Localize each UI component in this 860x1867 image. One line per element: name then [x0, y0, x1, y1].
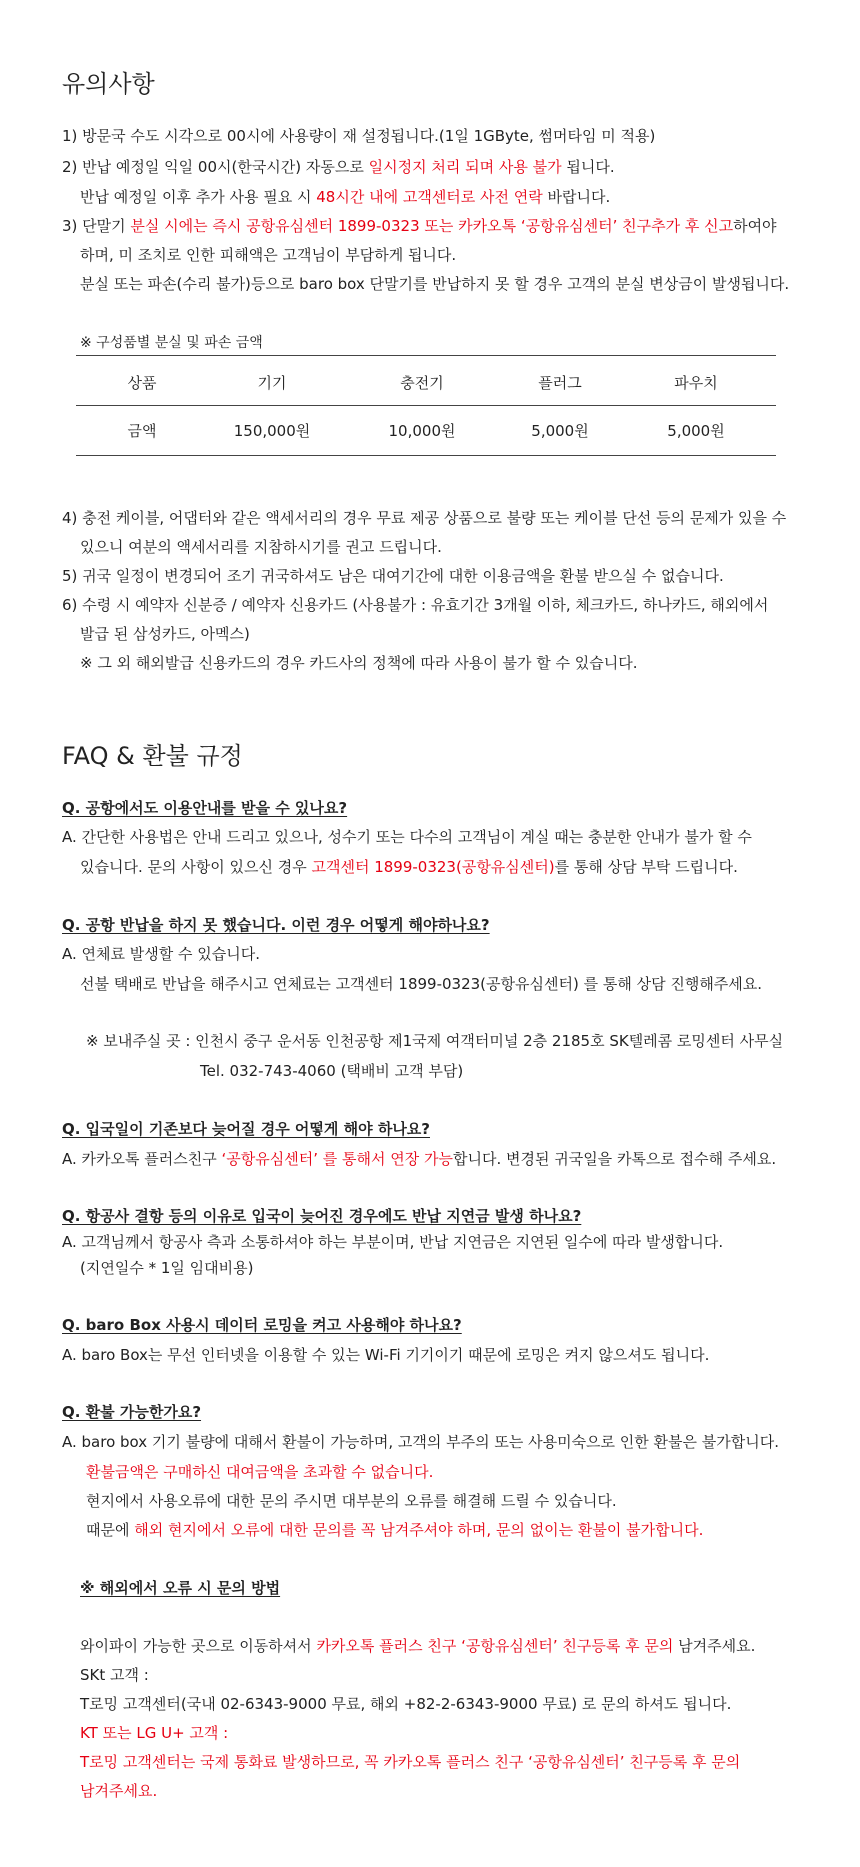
notice-line — [80, 624, 250, 644]
text-segment: ※ 보내주실 곳 : 인천시 중구 운서동 인천공항 제1국제 여객터미널 2층 2185호 SK텔레콤 로밍센터 사무실 — [86, 1032, 784, 1050]
text-segment: 남겨주세요. — [673, 1637, 756, 1655]
text-segment: 합니다. 변경된 귀국일을 카톡으로 접수해 주세요. — [452, 1150, 777, 1168]
text-segment: 와이파이 가능한 곳으로 이동하셔서 — [80, 1637, 317, 1655]
text-segment: 현지에서 사용오류에 대한 문의 주시면 대부분의 오류를 해결해 드릴 수 있습니다. — [86, 1492, 617, 1510]
table-cell: 10,000원 — [388, 422, 456, 440]
table-bottom-rule — [76, 455, 776, 456]
table-cell: 150,000원 — [233, 422, 311, 440]
text-segment: T로밍 고객센터(국내 02-6343-9000 무료, 해외 +82-2-6343-9000 무료) 로 문의 하셔도 됩니다. — [80, 1695, 732, 1713]
text-segment: A. 고객님께서 항공사 측과 소통하셔야 하는 부분이며, 반납 지연금은 지연된 일수에 따라 발생합니다. — [62, 1233, 724, 1251]
text-segment: A. baro box 기기 불량에 대해서 환불이 가능하며, 고객의 부주의 또는 사용미숙으로 인한 환불은 불가합니다. — [62, 1433, 780, 1451]
faq-question: Q. 환불 가능한가요? — [62, 1403, 202, 1421]
highlight-text: 환불금액은 구매하신 대여금액을 초과할 수 없습니다. — [86, 1463, 434, 1481]
highlight-text: 분실 시에는 즉시 공항유심센터 1899-0323 또는 카카오톡 ‘공항유심센터’ 친구추가 후 신고 — [130, 217, 734, 235]
faq-answer-line — [86, 1031, 783, 1051]
text-segment: 6) 수령 시 예약자 신분증 / 예약자 신용카드 (사용불가 : 유효기간 3개월 이하, 체크카드, 하나카드, 해외에서 — [62, 596, 769, 614]
notice-line — [62, 126, 655, 146]
faq-answer-line — [62, 827, 752, 847]
faq-answer-line — [86, 1520, 703, 1540]
highlight-text: T로밍 고객센터는 국제 통화료 발생하므로, 꼭 카카오톡 플러스 친구 ‘공항유심센터’ 친구등록 후 문의 — [80, 1753, 741, 1771]
text-segment: 됩니다. — [561, 158, 615, 176]
notice-line — [62, 216, 777, 236]
table-cell: 5,000원 — [531, 422, 589, 440]
overseas-line — [80, 1694, 731, 1714]
text-segment: 있습니다. 문의 사항이 있으신 경우 — [80, 858, 312, 876]
text-segment: 때문에 — [86, 1521, 135, 1539]
text-segment: SKt 고객 : — [80, 1666, 149, 1684]
text-segment: A. 간단한 사용법은 안내 드리고 있으나, 성수기 또는 다수의 고객님이 계실 때는 충분한 안내가 불가 할 수 — [62, 828, 752, 846]
highlight-text: 남겨주세요. — [80, 1782, 158, 1800]
text-segment: 선불 택배로 반납을 해주시고 연체료는 고객센터 1899-0323(공항유심센터) 를 통해 상담 진행해주세요. — [80, 975, 763, 993]
table-top-rule — [76, 355, 776, 356]
notice-line — [80, 187, 610, 207]
text-segment: (지연일수 * 1일 임대비용) — [80, 1259, 254, 1277]
table-cell: 금액 — [127, 422, 157, 440]
faq-answer-line — [62, 1345, 709, 1365]
notice-line — [80, 653, 638, 673]
text-segment: A. 연체료 발생할 수 있습니다. — [62, 945, 260, 963]
table-header-cell: 파우치 — [674, 374, 718, 392]
faq-question: Q. 항공사 결항 등의 이유로 입국이 늦어진 경우에도 반납 지연금 발생 하나요? — [62, 1207, 582, 1225]
notice-line — [62, 508, 786, 528]
text-segment: 4) 충전 케이블, 어댑터와 같은 액세서리의 경우 무료 제공 상품으로 불량 또는 케이블 단선 등의 문제가 있을 수 — [62, 509, 787, 527]
text-segment: 1) 방문국 수도 시각으로 00시에 사용량이 재 설정됩니다.(1일 1GByte, 썸머타임 미 적용) — [62, 127, 656, 145]
highlight-text: ‘공항유심센터’ 를 통해서 연장 가능 — [221, 1150, 453, 1168]
faq-question: Q. baro Box 사용시 데이터 로밍을 켜고 사용해야 하나요? — [62, 1316, 462, 1334]
text-segment: A. 카카오톡 플러스친구 — [62, 1150, 222, 1168]
faq-answer-line — [200, 1061, 463, 1081]
faq-answer-line — [62, 1232, 723, 1252]
table-header-cell: 플러그 — [538, 374, 582, 392]
faq-question: Q. 공항에서도 이용안내를 받을 수 있나요? — [62, 799, 348, 817]
text-segment: 를 통해 상담 부탁 드립니다. — [554, 858, 738, 876]
text-segment: 2) 반납 예정일 익일 00시(한국시간) 자동으로 — [62, 158, 369, 176]
table-header-cell: 기기 — [257, 374, 287, 392]
notice-line — [80, 245, 456, 265]
text-segment: 발급 된 삼성카드, 아멕스) — [80, 625, 250, 643]
notice-line — [62, 595, 768, 615]
text-segment: ※ 그 외 해외발급 신용카드의 경우 카드사의 정책에 따라 사용이 불가 할 수 있습니다. — [80, 654, 638, 672]
table-cell: 5,000원 — [667, 422, 725, 440]
text-segment: 바랍니다. — [542, 188, 611, 206]
text-segment: 반납 예정일 이후 추가 사용 필요 시 — [80, 188, 317, 206]
overseas-line — [80, 1781, 157, 1801]
notice-line — [80, 274, 789, 294]
highlight-text: KT 또는 LG U+ 고객 : — [80, 1724, 229, 1742]
faq-answer-line — [80, 1258, 253, 1278]
faq-answer-line — [80, 974, 762, 994]
notice-line — [62, 566, 724, 586]
overseas-line — [80, 1636, 755, 1656]
faq-question: Q. 입국일이 기존보다 늦어질 경우 어떻게 해야 하나요? — [62, 1120, 430, 1138]
table-header-cell: 상품 — [127, 374, 157, 392]
text-segment: A. baro Box는 무선 인터넷을 이용할 수 있는 Wi-Fi 기기이기 때문에 로밍은 켜지 않으셔도 됩니다. — [62, 1346, 710, 1364]
highlight-text: 고객센터 1899-0323(공항유심센터) — [311, 858, 555, 876]
notice-line — [62, 157, 615, 177]
notice-line — [80, 537, 442, 557]
text-segment: 3) 단말기 — [62, 217, 131, 235]
faq-answer-line — [62, 1432, 779, 1452]
overseas-line — [80, 1665, 149, 1685]
highlight-text: 카카오톡 플러스 친구 ‘공항유심센터’ 친구등록 후 문의 — [316, 1637, 674, 1655]
highlight-text: 일시정지 처리 되며 사용 불가 — [368, 158, 562, 176]
overseas-line — [80, 1752, 740, 1772]
overseas-line — [80, 1723, 228, 1743]
faq-answer-line — [80, 857, 738, 877]
overseas-title: ※ 해외에서 오류 시 문의 방법 — [80, 1579, 281, 1597]
text-segment: 분실 또는 파손(수리 불가)등으로 baro box 단말기를 반납하지 못 할 경우 고객의 분실 변상금이 발생됩니다. — [80, 275, 790, 293]
faq-answer-line — [86, 1491, 617, 1511]
text-segment: 5) 귀국 일정이 변경되어 조기 귀국하셔도 남은 대여기간에 대한 이용금액을 환불 받으실 수 없습니다. — [62, 567, 724, 585]
text-segment: 하여야 — [733, 217, 777, 235]
faq-title: FAQ & 환불 규정 — [62, 742, 243, 770]
text-segment: 하며, 미 조치로 인한 피해액은 고객님이 부담하게 됩니다. — [80, 246, 457, 264]
table-header-cell: 충전기 — [400, 374, 444, 392]
faq-question: Q. 공항 반납을 하지 못 했습니다. 이런 경우 어떻게 해야하나요? — [62, 916, 490, 934]
text-segment: Tel. 032-743-4060 (택배비 고객 부담) — [200, 1062, 464, 1080]
table-mid-rule — [76, 405, 776, 406]
highlight-text: 해외 현지에서 오류에 대한 문의를 꼭 남겨주셔야 하며, 문의 없이는 환불이 불가합니다. — [134, 1521, 704, 1539]
faq-answer-line — [62, 944, 260, 964]
highlight-text: 48시간 내에 고객센터로 사전 연락 — [316, 188, 543, 206]
faq-answer-line — [86, 1462, 433, 1482]
faq-answer-line — [62, 1149, 776, 1169]
price-table-caption: ※ 구성품별 분실 및 파손 금액 — [80, 335, 263, 351]
text-segment: 있으니 여분의 액세서리를 지참하시기를 권고 드립니다. — [80, 538, 442, 556]
notice-title: 유의사항 — [62, 70, 155, 98]
